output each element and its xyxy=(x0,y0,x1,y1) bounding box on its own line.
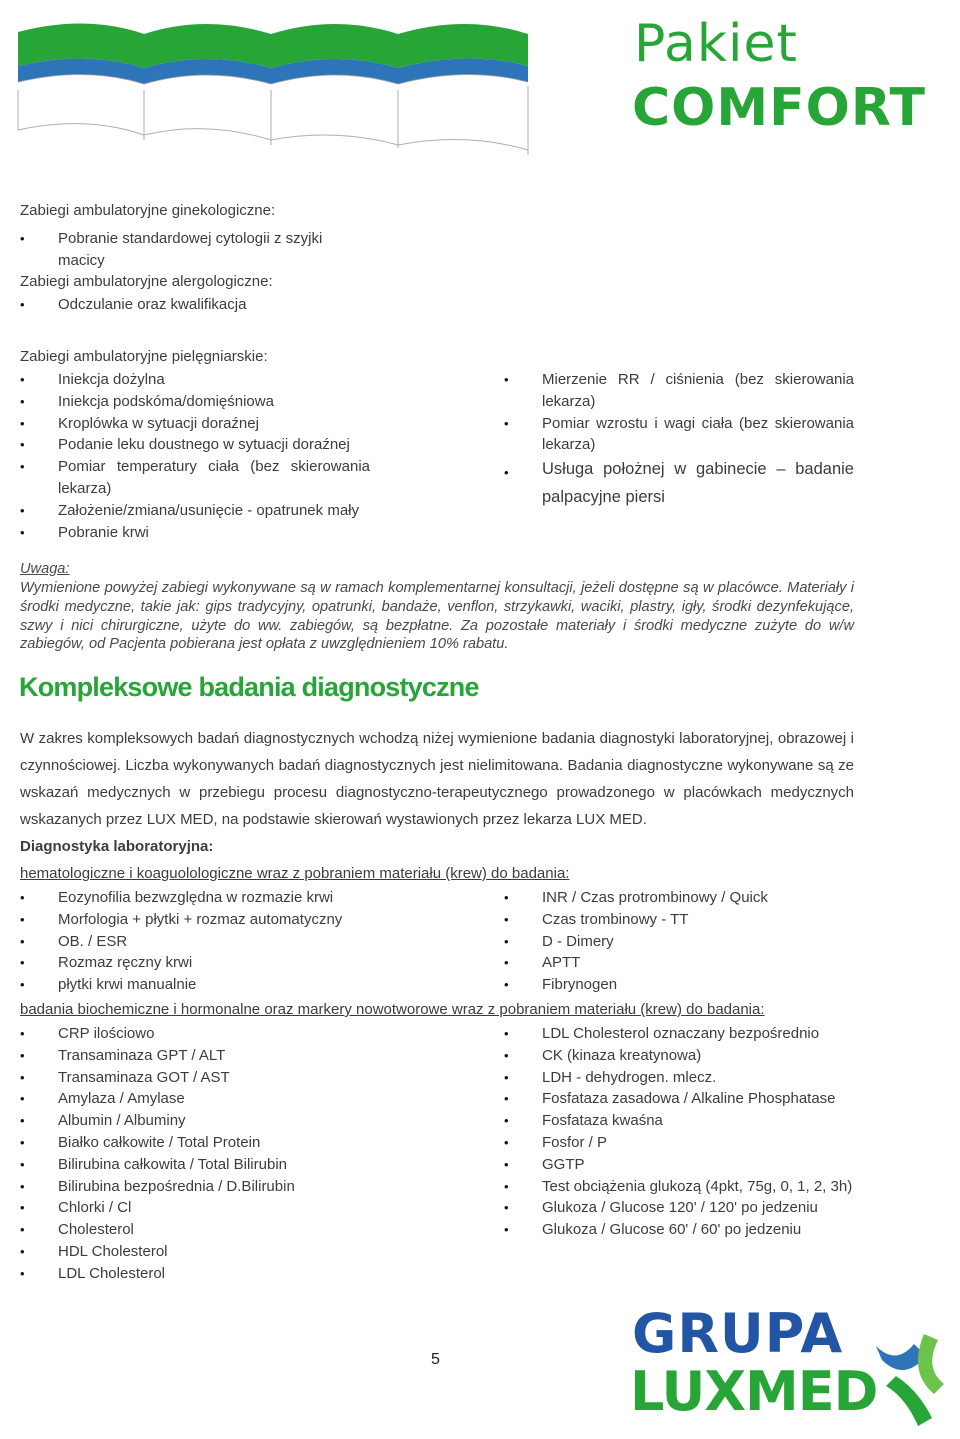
hema-title: hematologiczne i koaguolologiczne wraz z pobraniem materiału (krew) do badania: xyxy=(20,865,570,882)
lab-title: Diagnostyka laboratoryjna: xyxy=(20,838,214,855)
list-item: • Eozynofilia bezwzględna w rozmazie krwi xyxy=(20,887,370,909)
note-text: Wymienione powyżej zabiegi wykonywane są w ramach komplementarnej konsultacji, jeżeli dostępne są w placówce. Materiały i środki medyczne, takie jak: gips tradycyjny, opatrunki, bandaże, venflon, strzykawki, waciki, plastry, igły, środki dezynfekujące, szwy i nici chirurgiczne, użyte do ww. zabiegów, są bezpłatne. Za pozostałe materiały i środki medyczne zużyte do w/w zabiegów, od Pacjenta pobierana jest opłata z uwzględnieniem 10% rabatu. xyxy=(20,580,854,653)
luxmed-cross-icon xyxy=(874,1326,950,1430)
list-item: • OB. / ESR xyxy=(20,931,370,953)
list-item: • Morfologia + płytki + rozmaz automatyczny xyxy=(20,909,370,931)
list-item: • płytki krwi manualnie xyxy=(20,974,370,996)
section-title-alerg: Zabiegi ambulatoryjne alergologiczne: xyxy=(20,273,273,290)
list-item: • Iniekcja dożylna xyxy=(20,369,370,391)
list-item: • Chlorki / Cl xyxy=(20,1197,370,1219)
list-item: • INR / Czas protrombinowy / Quick xyxy=(504,887,854,909)
list-item: • Założenie/zmiana/usunięcie - opatrunek mały xyxy=(20,500,370,522)
list-item: • CK (kinaza kreatynowa) xyxy=(504,1045,854,1067)
list-item: • Fibrynogen xyxy=(504,974,854,996)
list-item: • CRP ilościowo xyxy=(20,1023,370,1045)
list-item: • Białko całkowite / Total Protein xyxy=(20,1132,370,1154)
list-item: • Rozmaz ręczny krwi xyxy=(20,952,370,974)
list-item: • D - Dimery xyxy=(504,931,854,953)
hema-list-right xyxy=(504,887,854,996)
list-item: • LDL Cholesterol oznaczany bezpośrednio xyxy=(504,1023,854,1045)
list-item: • APTT xyxy=(504,952,854,974)
diagnostics-intro: W zakres kompleksowych badań diagnostycznych wchodzą niżej wymienione badania diagnostyki laboratoryjnej, obrazowej i czynnościowej. Liczba wykonywanych badań diagnostycznych jest nielimitowana. Badania diagnostyczne wykonywane są ze wskazań medycznych w przebiegu procesu diagnostyczno-terapeutycznego prowadzonego w placówkach medycznych wskazanych przez LUX MED, na podstawie skierowań wystawionych przez lekarza LUX MED. xyxy=(20,730,854,828)
list-item: • Kroplówka w sytuacji doraźnej xyxy=(20,413,370,435)
list-item: • Bilirubina całkowita / Total Bilirubin xyxy=(20,1154,370,1176)
list-item: • Transaminaza GOT / AST xyxy=(20,1067,370,1089)
list-item: • Iniekcja podskóma/domięśniowa xyxy=(20,391,370,413)
hema-list-left xyxy=(20,887,370,996)
note-label: Uwaga: xyxy=(20,561,70,577)
list-item: • Cholesterol xyxy=(20,1219,370,1241)
list-item: • Fosfataza kwaśna xyxy=(504,1110,854,1132)
list-item: • Glukoza / Glucose 60' / 60' po jedzeniu xyxy=(504,1219,854,1241)
list-item: • Amylaza / Amylase xyxy=(20,1088,370,1110)
list-item: • Pobranie standardowej cytologii z szyjki macicy xyxy=(20,228,370,272)
nurse-list-right-big xyxy=(504,456,854,511)
list-item: • Transaminaza GPT / ALT xyxy=(20,1045,370,1067)
list-item: • Bilirubina bezpośrednia / D.Bilirubin xyxy=(20,1176,370,1198)
list-item: • Albumin / Albuminy xyxy=(20,1110,370,1132)
logo-grupa: GRUPA xyxy=(632,1302,844,1365)
list-item: • Podanie leku doustnego w sytuacji doraźnej xyxy=(20,434,370,456)
nurse-list-right xyxy=(504,369,854,456)
list-item: • Glukoza / Glucose 120' / 120' po jedzeniu xyxy=(504,1197,854,1219)
list-item: • Odczulanie oraz kwalifikacja xyxy=(20,294,370,316)
list-item: • Fosfor / P xyxy=(504,1132,854,1154)
nurse-list-left xyxy=(20,369,370,543)
list-item: • Usługa położnej w gabinecie – badanie palpacyjne piersi xyxy=(504,456,854,511)
bio-list-left xyxy=(20,1023,370,1285)
list-item: • LDL Cholesterol xyxy=(20,1263,370,1285)
gyn-list xyxy=(20,228,370,272)
heading-diagnostics: Kompleksowe badania diagnostyczne xyxy=(19,672,479,702)
list-item: • Pomiar temperatury ciała (bez skierowania lekarza) xyxy=(20,456,370,500)
list-item: • Fosfataza zasadowa / Alkaline Phosphatase xyxy=(504,1088,854,1110)
logo-pakiet: Pakiet xyxy=(634,14,798,74)
list-item: • LDH - dehydrogen. mlecz. xyxy=(504,1067,854,1089)
list-item: • Pobranie krwi xyxy=(20,522,370,544)
bio-title: badania biochemiczne i hormonalne oraz markery nowotworowe wraz z pobraniem materiału (krew) do badania: xyxy=(20,1001,765,1018)
list-item: • Mierzenie RR / ciśnienia (bez skierowania lekarza) xyxy=(504,369,854,413)
page-number: 5 xyxy=(431,1351,440,1368)
list-item: • Test obciążenia glukozą (4pkt, 75g, 0, 1, 2, 3h) xyxy=(504,1176,854,1198)
list-item: • HDL Cholesterol xyxy=(20,1241,370,1263)
header-wave-graphic xyxy=(16,20,536,160)
logo-comfort: COMFORT xyxy=(632,78,927,138)
bio-list-right xyxy=(504,1023,854,1241)
section-title-gyn: Zabiegi ambulatoryjne ginekologiczne: xyxy=(20,202,276,219)
logo-luxmed: LUXMED xyxy=(630,1360,878,1423)
list-item: • Czas trombinowy - TT xyxy=(504,909,854,931)
list-item: • Pomiar wzrostu i wagi ciała (bez skierowania lekarza) xyxy=(504,413,854,457)
list-item: • GGTP xyxy=(504,1154,854,1176)
section-title-nurse: Zabiegi ambulatoryjne pielęgniarskie: xyxy=(20,348,268,365)
alerg-list xyxy=(20,294,370,316)
